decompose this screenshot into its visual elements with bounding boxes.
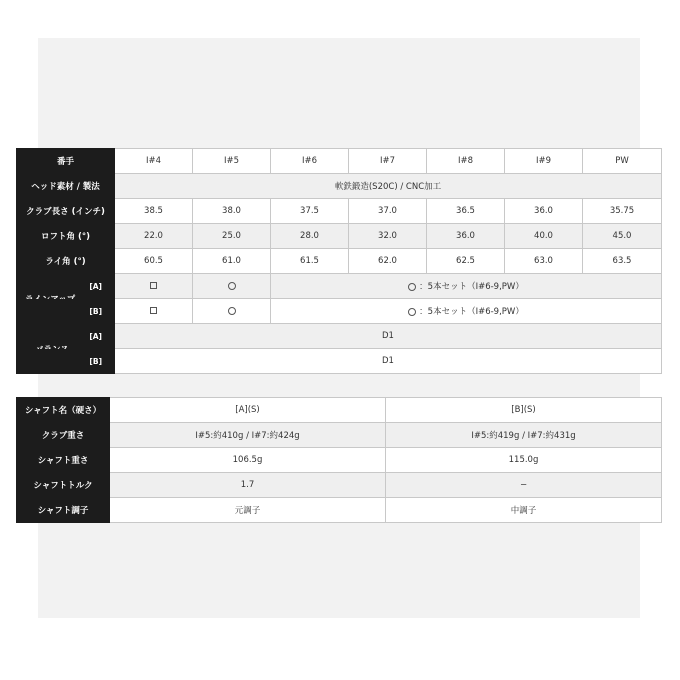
- circle-icon: [228, 307, 236, 315]
- club-length-value: 35.75: [583, 199, 662, 224]
- lineup-tag-b: [B]: [89, 307, 102, 316]
- balance-row-b: [17, 349, 662, 374]
- spec-table: [16, 148, 662, 374]
- shaft-kick-value: 中調子: [386, 498, 662, 523]
- shaft-weight-label: シャフト重さ: [17, 448, 110, 473]
- lineup-header-a: [17, 274, 115, 299]
- lineup-set-text: ：5本セット（I#6-9,PW）: [419, 307, 524, 317]
- lineup-tag-a: [A]: [89, 282, 102, 291]
- shaft-kick-label: シャフト調子: [17, 498, 110, 523]
- lineup-set-a: [271, 274, 662, 299]
- shaft-name: [B](S): [386, 398, 662, 423]
- loft-value: 32.0: [349, 224, 427, 249]
- lineup-cell-i5: [193, 274, 271, 299]
- club-length-value: 36.5: [427, 199, 505, 224]
- shaft-name-label: シャフト名（硬さ）: [17, 398, 110, 423]
- balance-row-a: [17, 324, 662, 349]
- club-number: I#7: [349, 149, 427, 174]
- loft-value: 45.0: [583, 224, 662, 249]
- balance-tag-a: [A]: [89, 332, 102, 341]
- club-weight-label: クラブ重さ: [17, 423, 110, 448]
- square-icon: [150, 282, 157, 289]
- shaft-weight-row: [17, 448, 662, 473]
- lie-value: 62.0: [349, 249, 427, 274]
- balance-header-a: [17, 324, 115, 349]
- head-material-value: 軟鉄鍛造(S20C) / CNC加工: [115, 174, 662, 199]
- loft-value: 36.0: [427, 224, 505, 249]
- shaft-weight-value: 115.0g: [386, 448, 662, 473]
- club-length-label: クラブ長さ (インチ): [17, 199, 115, 224]
- lineup-header-b: [17, 299, 115, 324]
- club-number: I#9: [505, 149, 583, 174]
- loft-row: [17, 224, 662, 249]
- lineup-cell-i4: [115, 274, 193, 299]
- lie-value: 63.0: [505, 249, 583, 274]
- shaft-kick-row: [17, 498, 662, 523]
- lineup-row-a: [17, 274, 662, 299]
- club-length-value: 37.0: [349, 199, 427, 224]
- shaft-torque-value: −: [386, 473, 662, 498]
- shaft-header-row: [17, 398, 662, 423]
- square-icon: [150, 307, 157, 314]
- lie-label: ライ角 (°): [17, 249, 115, 274]
- loft-value: 25.0: [193, 224, 271, 249]
- lineup-cell-i4: [115, 299, 193, 324]
- club-number: PW: [583, 149, 662, 174]
- shaft-name: [A](S): [110, 398, 386, 423]
- number-header-row: [17, 149, 662, 174]
- club-length-value: 38.0: [193, 199, 271, 224]
- circle-icon: [228, 282, 236, 290]
- club-length-row: [17, 199, 662, 224]
- shaft-torque-row: [17, 473, 662, 498]
- shaft-torque-value: 1.7: [110, 473, 386, 498]
- balance-value-a: D1: [115, 324, 662, 349]
- shaft-table: [16, 397, 662, 523]
- lie-value: 60.5: [115, 249, 193, 274]
- loft-value: 28.0: [271, 224, 349, 249]
- lie-row: [17, 249, 662, 274]
- shaft-weight-value: 106.5g: [110, 448, 386, 473]
- number-label: 番手: [17, 149, 115, 174]
- lineup-set-text: ：5本セット（I#6-9,PW）: [419, 282, 524, 292]
- club-weight-value: I#5:約419g / I#7:約431g: [386, 423, 662, 448]
- shaft-torque-label: シャフトトルク: [17, 473, 110, 498]
- club-number: I#5: [193, 149, 271, 174]
- club-number: I#4: [115, 149, 193, 174]
- circle-icon: [408, 308, 416, 316]
- club-length-value: 36.0: [505, 199, 583, 224]
- club-weight-value: I#5:約410g / I#7:約424g: [110, 423, 386, 448]
- loft-value: 22.0: [115, 224, 193, 249]
- balance-header-b: [17, 349, 115, 374]
- head-material-label: ヘッド素材 / 製法: [17, 174, 115, 199]
- head-material-row: [17, 174, 662, 199]
- lineup-set-b: [271, 299, 662, 324]
- balance-value-b: D1: [115, 349, 662, 374]
- lie-value: 62.5: [427, 249, 505, 274]
- balance-tag-b: [B]: [89, 357, 102, 366]
- lie-value: 63.5: [583, 249, 662, 274]
- lie-value: 61.0: [193, 249, 271, 274]
- shaft-kick-value: 元調子: [110, 498, 386, 523]
- club-number: I#6: [271, 149, 349, 174]
- lineup-row-b: [17, 299, 662, 324]
- lie-value: 61.5: [271, 249, 349, 274]
- loft-value: 40.0: [505, 224, 583, 249]
- club-weight-row: [17, 423, 662, 448]
- loft-label: ロフト角 (°): [17, 224, 115, 249]
- club-length-value: 37.5: [271, 199, 349, 224]
- circle-icon: [408, 283, 416, 291]
- club-length-value: 38.5: [115, 199, 193, 224]
- lineup-cell-i5: [193, 299, 271, 324]
- club-number: I#8: [427, 149, 505, 174]
